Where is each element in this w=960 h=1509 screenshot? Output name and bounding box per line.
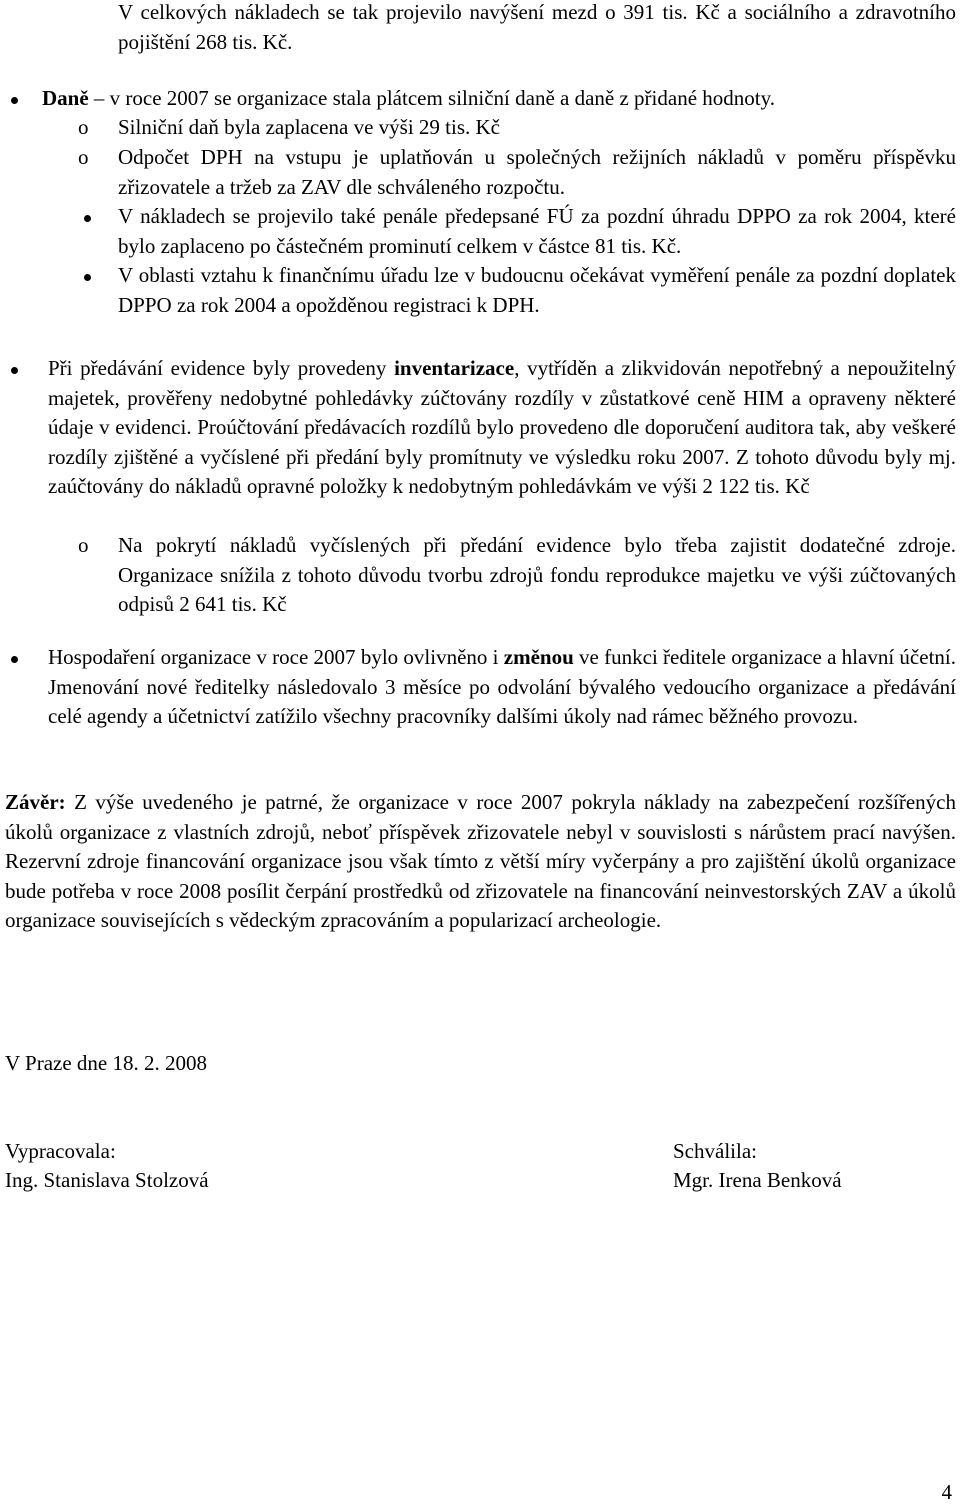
management-text-end: ve funkci ředitele organizace a hlavní účetní. Jmenování nové ředitelky následovalo 3 měsíce po odvolání bývalého vedoucího organizace a předávání celé agendy a účetnictví zatížilo všechny pracovníky dalšími úkoly nad rámec běžného provozu. — [48, 645, 956, 728]
management-text-start: Hospodaření organizace v roce 2007 bylo ovlivněno i — [48, 645, 504, 669]
paragraph-taxes — [42, 84, 956, 114]
paragraph-penalty: V nákladech se projevilo také penále předepsané FÚ za pozdní úhradu DPPO za rok 2004, které bylo zaplaceno po částečném prominutí celkem v částce 81 tis. Kč. — [118, 204, 956, 258]
approved-by-name: Mgr. Irena Benková — [673, 1168, 842, 1192]
paragraph-costs: V celkových nákladech se tak projevilo navýšení mezd o 391 tis. Kč a sociálního a zdravotního pojištění 268 tis. Kč. — [118, 0, 956, 54]
page-number: 4 — [941, 1480, 952, 1504]
prepared-by-name: Ing. Stanislava Stolzová — [5, 1168, 209, 1192]
approved-by-label: Schválila: — [673, 1139, 757, 1163]
taxes-text: – v roce 2007 se organizace stala plátcem silniční daně a daně z přidané hodnoty. — [88, 86, 775, 110]
taxes-heading: Daně — [42, 86, 89, 110]
paragraph-vat: Odpočet DPH na vstupu je uplatňován u společných režijních nákladů v poměru příspěvku zřizovatele a tržeb za ZAV dle schváleného rozpočtu. — [118, 145, 956, 199]
paragraph-coverage: Na pokrytí nákladů vyčíslených při předání evidence bylo třeba zajistit dodatečné zdroje. Organizace snížila z tohoto důvodu tvorbu zdrojů fondu reprodukce majetku ve výši zúčtovaných odpisů 2 641 tis. Kč — [118, 533, 956, 616]
prepared-by-label: Vypracovala: — [5, 1139, 116, 1163]
conclusion-text: Z výše uvedeného je patrné, že organizace v roce 2007 pokryla náklady na zabezpečení rozšířených úkolů organizace z vlastních zdrojů, neboť příspěvek zřizovatele nebyl v souvislosti s nárůstem prací navýšen. Rezervní zdroje financování organizace jsou však tímto z větší míry vyčerpány a pro zajištění úkolů organizace bude potřeba v roce 2008 posílit čerpání prostředků od zřizovatele na financování neinvestorských ZAV a úkolů organizace souvisejících s vědeckým zpracováním a popularizací archeologie. — [5, 790, 956, 932]
circle-bullet-icon: o — [78, 115, 89, 139]
inventory-text-end: , vytříděn a zlikvidován nepotřebný a nepoužitelný majetek, prověřeny nedobytné pohledávky zúčtovány rozdíly v zůstatkové ceně HIM a opraveny některé údaje v evidenci. Proúčtování předávacích rozdílů bylo provedeno dle doporučení auditora tak, aby veškeré rozdíly zjištěné a vyčíslené při předání byly promítnuty ve výsledku roku 2007. Z tohoto důvodu byly mj. zaúčtovány do nákladů opravné položky k nedobytným pohledávkám ve výši 2 122 tis. Kč — [48, 356, 956, 498]
bullet-icon — [84, 274, 91, 281]
bullet-icon — [84, 215, 91, 222]
management-bold: změnou — [503, 645, 574, 669]
inventory-bold: inventarizace — [394, 356, 515, 380]
bullet-icon — [11, 97, 18, 104]
date-line: V Praze dne 18. 2. 2008 — [5, 1051, 207, 1075]
conclusion-heading: Závěr: — [5, 790, 66, 814]
inventory-text-start: Při předávání evidence byly provedeny — [48, 356, 395, 380]
bullet-icon — [11, 656, 18, 663]
paragraph-conclusion — [5, 788, 956, 936]
paragraph-management — [48, 643, 956, 732]
paragraph-road-tax: Silniční daň byla zaplacena ve výši 29 tis. Kč — [118, 115, 500, 139]
paragraph-tax-office: V oblasti vztahu k finančnímu úřadu lze v budoucnu očekávat vyměření penále za pozdní doplatek DPPO za rok 2004 a opožděnou registraci k DPH. — [118, 263, 956, 317]
circle-bullet-icon: o — [78, 145, 89, 169]
paragraph-inventory — [48, 354, 956, 502]
circle-bullet-icon: o — [78, 533, 89, 557]
bullet-icon — [11, 367, 18, 374]
